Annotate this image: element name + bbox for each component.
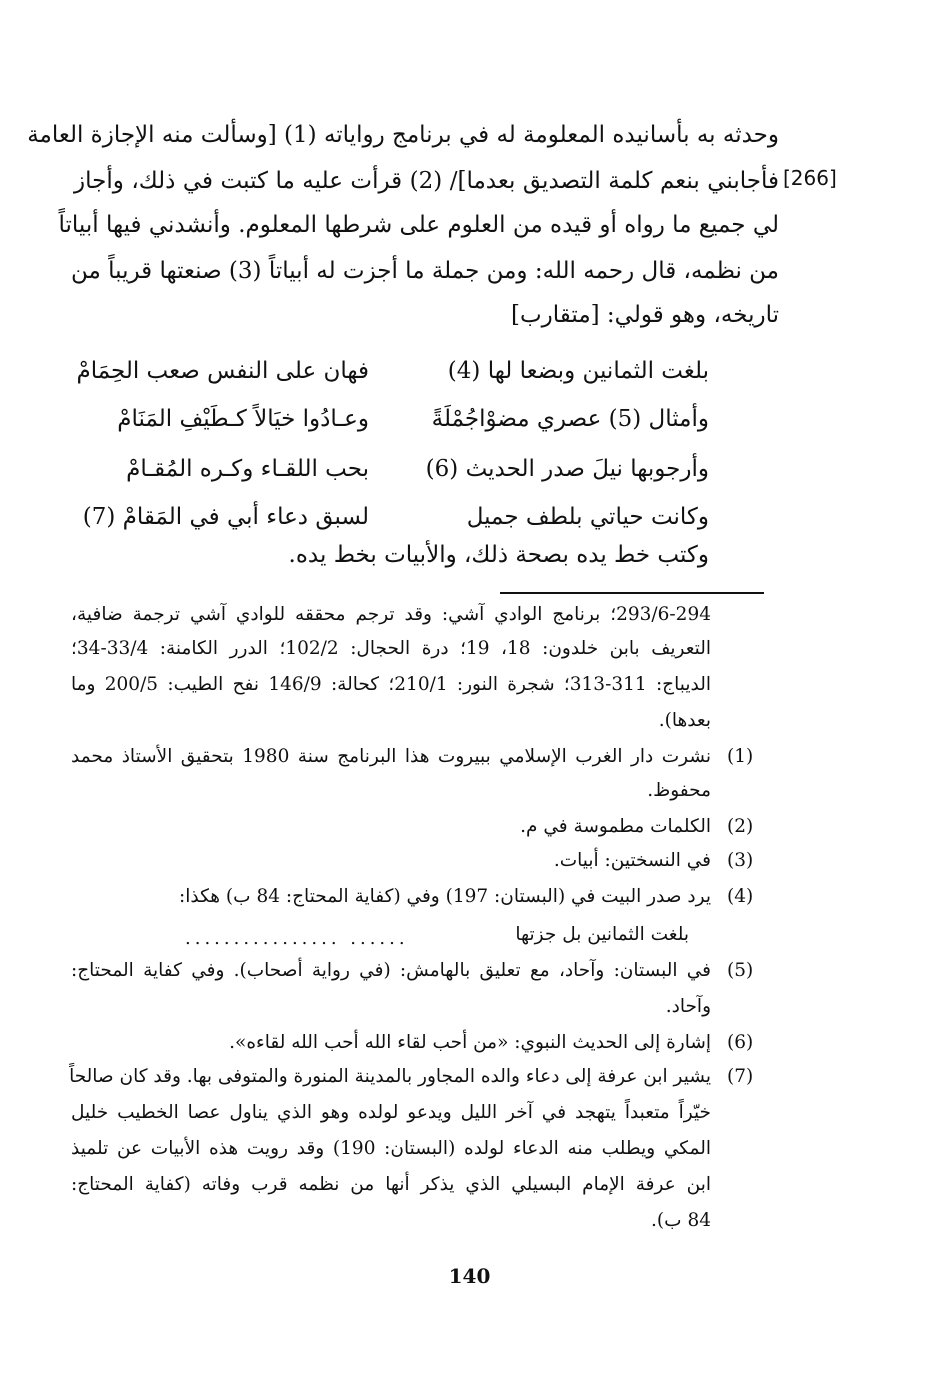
verse-first-hemistich: بلغت الثمانين وبضعا لها (4) <box>447 358 709 384</box>
footnote-number: (4) <box>727 886 754 907</box>
footnote-number: (2) <box>727 816 754 837</box>
footnote-continuation-line: بعدها). <box>658 710 711 731</box>
footnote-text: الكلمات مطموسة في م. <box>520 816 711 837</box>
footnote-number: (6) <box>727 1032 754 1053</box>
footnote-text: يشير ابن عرفة إلى دعاء والده المجاور بالمدينة المنورة والمتوفى بها. وقد كان صالحاً <box>69 1066 711 1087</box>
verse-second-hemistich: لسبق دعاء أبي في المَقامْ (7) <box>82 504 369 530</box>
footnote-text: 84 ب). <box>651 1210 711 1231</box>
footnote-number: (1) <box>727 746 754 767</box>
footnote-number: (3) <box>727 850 754 871</box>
footnote-text: في النسختين: أبيات. <box>553 850 711 871</box>
body-line: لي جميع ما رواه أو قيده من العلوم على شرطها المعلوم. وأنشدني فيها أبياتاً <box>58 212 779 238</box>
footnote-verse: بلغت الثمانين بل جزتها <box>515 924 689 945</box>
verse-row <box>76 358 709 388</box>
footnote-text: ابن عرفة الإمام البسيلي الذي يذكر أنها من نظمه قرب وفاته (كفاية المحتاج: <box>71 1174 711 1195</box>
footnote-continuation-line: التعريف بابن خلدون: 18، 19؛ درة الحجال: 102/2؛ الدرر الكامنة: 33/4-34؛ <box>71 638 711 659</box>
footnote-text: في البستان: وآحاد، مع تعليق بالهامش: (في رواية أصحاب). وفي كفاية المحتاج: <box>71 960 711 981</box>
footnote-text: خيّراً متعبداً يتهجد في آخر الليل ويدعو لولده وهو الذي يناول عصا الخطيب خليل <box>71 1102 711 1123</box>
body-line: تاريخه، وهو قولي: [متقارب] <box>511 302 779 328</box>
verse-first-hemistich: وكانت حياتي بلطف جميل <box>466 504 709 530</box>
page-number: 140 <box>448 1264 491 1288</box>
verse-row <box>109 456 709 486</box>
closing-line: وكتب خط يده بصحة ذلك، والأبيات بخط يده. <box>288 542 709 568</box>
footnote-text: المكي ويطلب منه الدعاء لولده (البستان: 190) وقد رويت هذه الأبيات عن تلميذ <box>71 1138 711 1159</box>
body-line: فأجابني بنعم كلمة التصديق بعدما]/ (2) قرأت عليه ما كتبت في ذلك، وأجاز <box>74 168 779 194</box>
footnote-continuation-line: الديباج: 311-313؛ شجرة النور: 210/1؛ كحالة: 146/9 نفح الطيب: 200/5 وما <box>71 674 711 695</box>
footnote-separator <box>500 592 764 594</box>
footnote-text: إشارة إلى الحديث النبوي: «من أحب لقاء الله أحب الله لقاءه». <box>229 1032 711 1053</box>
footnote-verse-dots: ................ ...... <box>185 928 409 949</box>
body-line: وحدثه به بأسانيده المعلومة له في برنامج رواياته (1) [وسألت منه الإجازة العامة <box>27 122 779 148</box>
verse-first-hemistich: وأرجوبها نيلَ صدر الحديث (6) <box>425 456 709 482</box>
footnote-text: يرد صدر البيت في (البستان: 197) وفي (كفاية المحتاج: 84 ب) هكذا: <box>179 886 711 907</box>
verse-second-hemistich: وعـادُوا خيَالاً كـطَيْفِ المَنَامْ <box>117 406 369 432</box>
footnote-text: نشرت دار الغرب الإسلامي ببيروت هذا البرنامج سنة 1980 بتحقيق الأستاذ محمد <box>71 746 712 767</box>
verse-first-hemistich: وأمثال (5) عصري مضوْاجُمْلَةً <box>431 406 709 432</box>
margin-marker: [266] <box>783 166 837 190</box>
body-line: من نظمه، قال رحمه الله: ومن جملة ما أجزت له أبياتاً (3) صنعتها قريباً من <box>71 258 779 284</box>
footnote-number: (5) <box>727 960 754 981</box>
footnote-text: وآحاد. <box>665 996 711 1017</box>
footnote-continuation-line: 293/6-294؛ برنامج الوادي آشي: وقد ترجم محققه للوادي آشي ترجمة ضافية، <box>71 604 711 625</box>
verse-second-hemistich: فهان على النفس صعب الحِمَامْ <box>76 358 369 384</box>
footnote-text: محفوظ. <box>647 780 711 801</box>
verse-row <box>82 504 709 534</box>
verse-row <box>109 406 709 436</box>
verse-second-hemistich: بحب اللقـاء وكـره المُقـامْ <box>126 456 369 482</box>
footnote-number: (7) <box>727 1066 754 1087</box>
